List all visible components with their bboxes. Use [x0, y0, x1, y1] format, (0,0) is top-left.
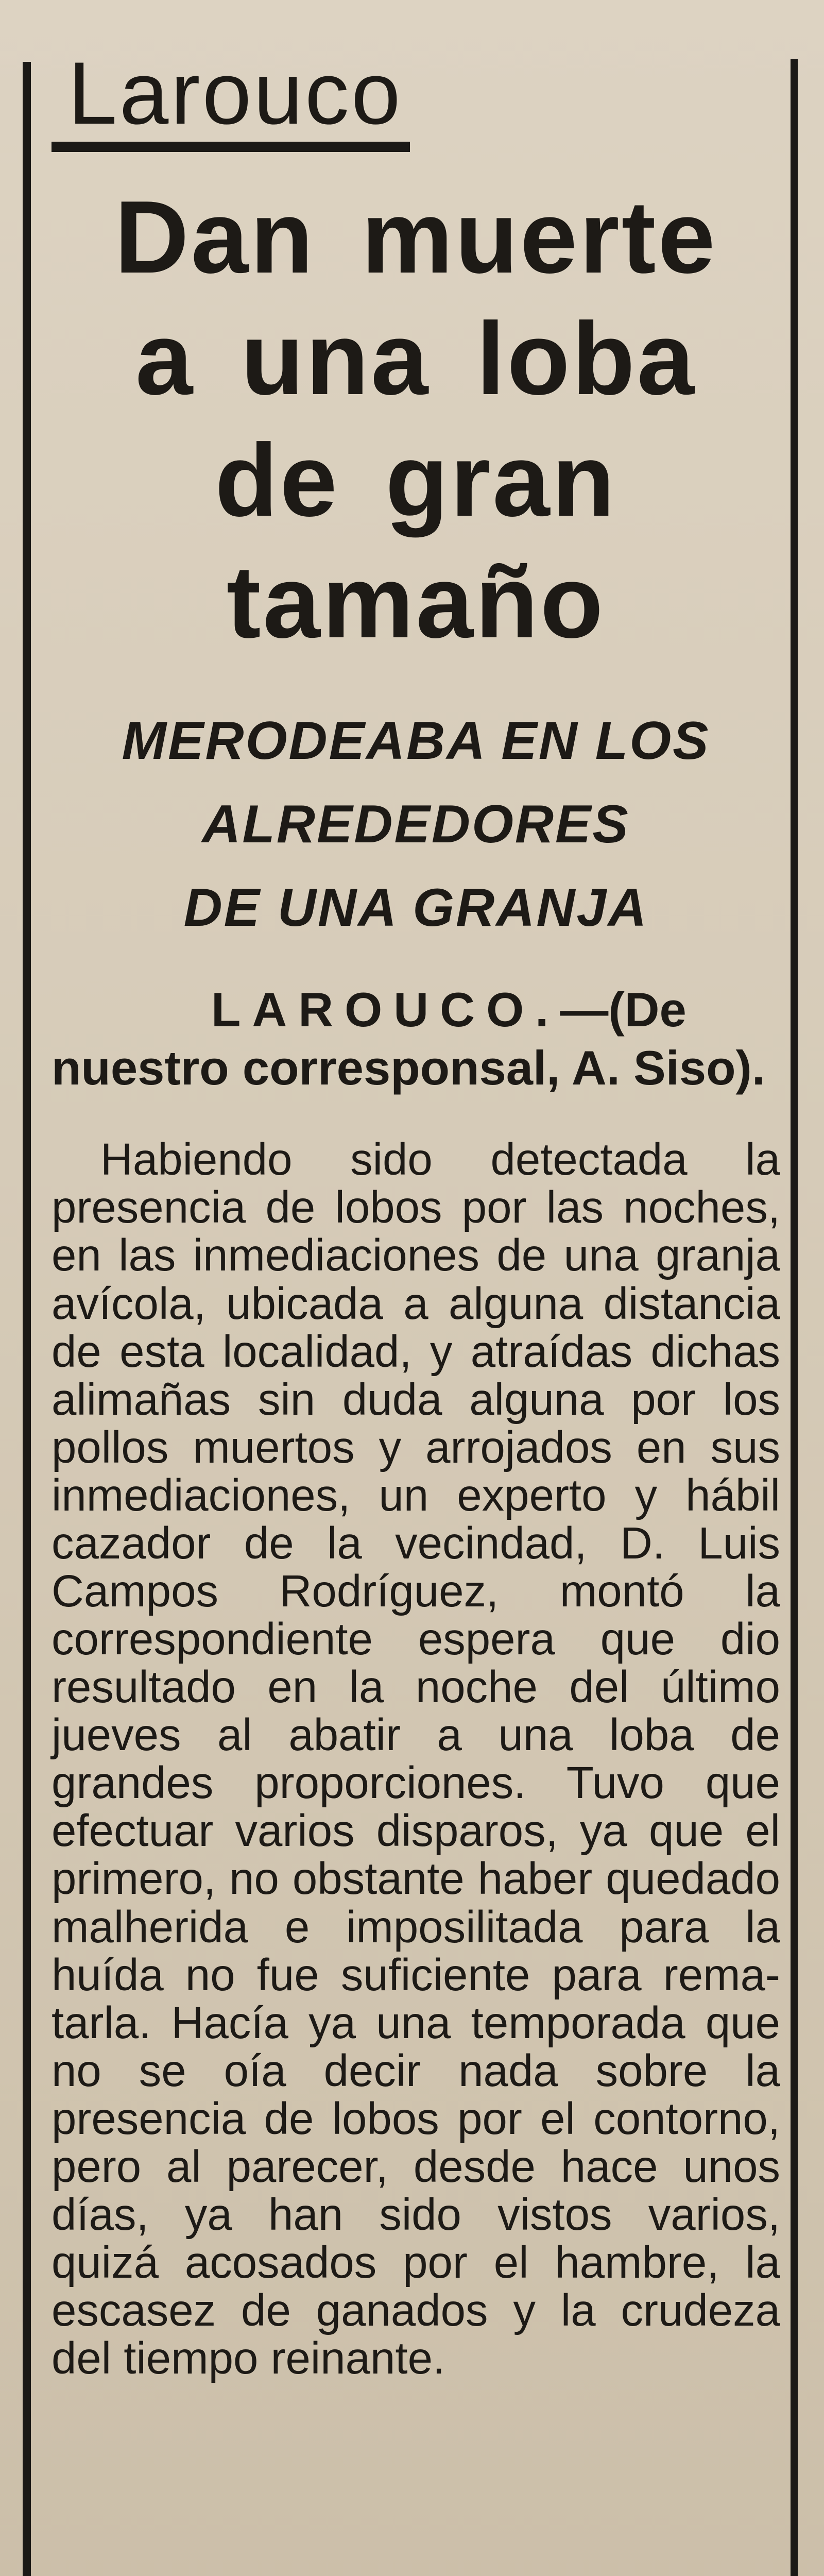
headline-line: Dan muerte — [114, 180, 717, 295]
headline-line: a una loba — [135, 301, 697, 416]
dateline-place: LAROUCO. — [211, 982, 560, 1037]
section-title: Larouco — [52, 49, 410, 152]
right-column-rule — [791, 59, 798, 2576]
news-article — [52, 44, 780, 2384]
headline — [52, 177, 780, 663]
subhead-line: DE UNA GRANJA — [183, 878, 648, 938]
subheadline — [52, 699, 780, 950]
subhead-line: ALREDEDORES — [202, 794, 630, 855]
article-body: Habiendo sido detectada la presencia de lobos por las noches, en las inmediaciones de una granja avícola, ubicada a alguna distancia de esta localidad, y atraídas dichas alimañas sin duda alguna por los pollos muertos y arrojados en sus inmediaciones, un experto y hábil cazador de la vecindad, D. Luis Campos Rodríguez, montó la correspondiente espera que dio resultado en la noche del último jueves al abatir a una loba de grandes proporciones. Tuvo que efectuar varios disparos, ya que el primero, no obstante haber quedado malherida e imposilitada para la huída no fue suficiente para rematarla. Hacía ya una temporada que no se oía decir nada sobre la presencia de lobos por el contorno, pero al parecer, desde hace unos días, ya han sido vistos varios, quizá acosados por el hambre, la escasez de ganados y la crudeza del tiempo reinante. — [52, 1134, 780, 2384]
subhead-line: MERODEABA EN LOS — [122, 711, 710, 771]
headline-line: de gran — [215, 423, 617, 538]
left-column-rule — [23, 62, 31, 2576]
dateline-source: —(De nuestro corresponsal, A. Siso). — [52, 982, 765, 1095]
headline-line: tamaño — [226, 545, 606, 659]
dateline — [52, 981, 780, 1097]
